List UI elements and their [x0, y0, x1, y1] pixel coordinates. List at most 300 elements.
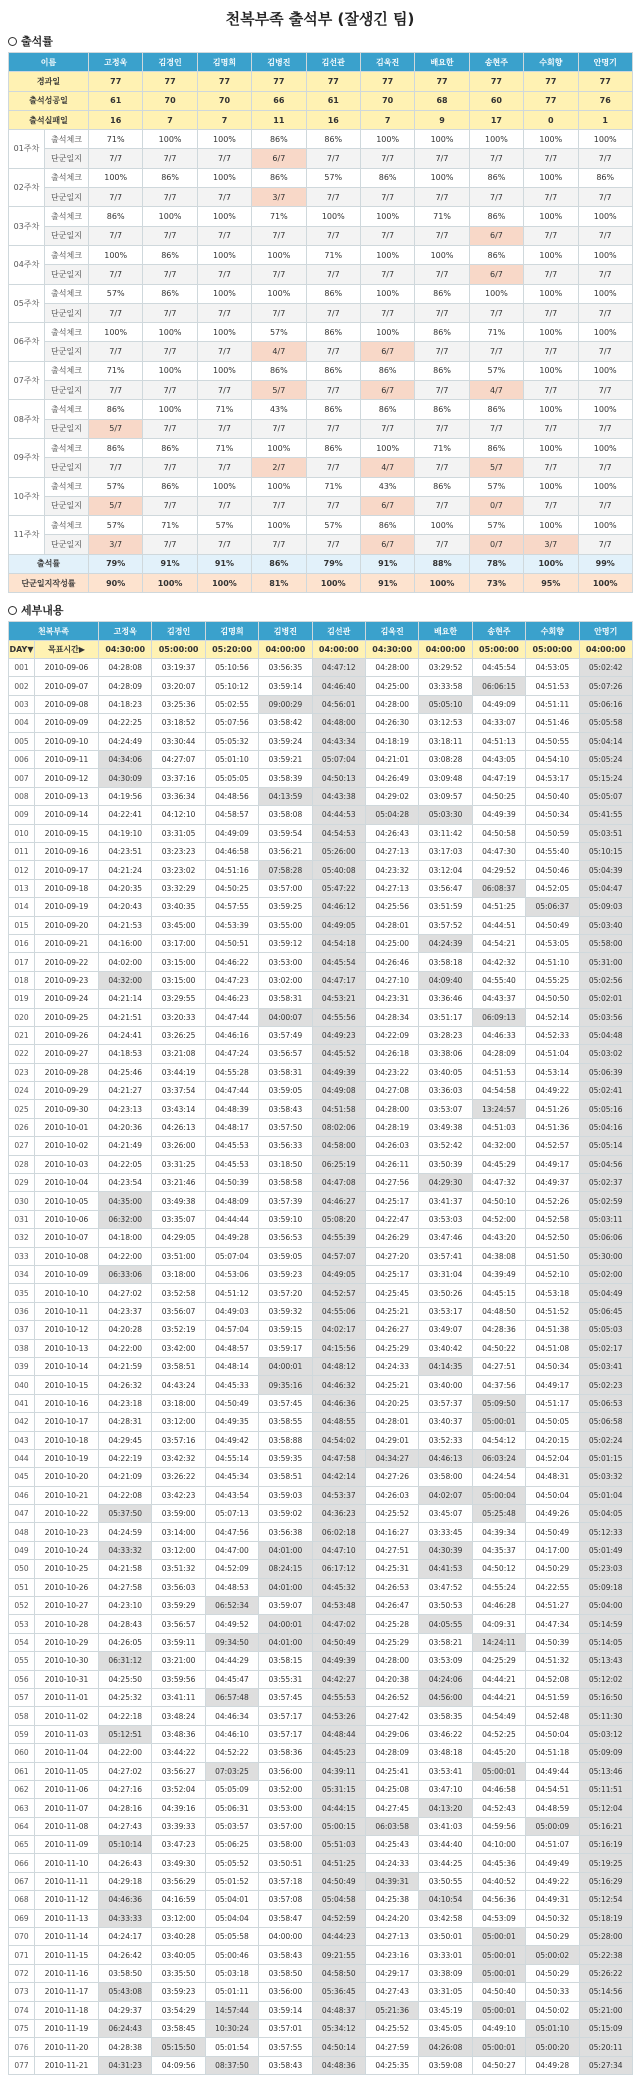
wake-time: 04:39:11: [312, 1762, 365, 1780]
check-value: 86%: [306, 284, 360, 303]
wake-time: 03:57:45: [259, 1688, 312, 1706]
wake-time: 04:54:53: [312, 824, 365, 842]
check-value: 100%: [578, 323, 632, 342]
summary-value: 77: [415, 72, 469, 91]
detail-header-row: [9, 622, 633, 640]
wake-time: 04:20:43: [99, 898, 152, 916]
day-number: 077: [9, 2056, 35, 2074]
member-header: 송현주: [472, 622, 525, 640]
wake-time: 03:41:11: [152, 1688, 205, 1706]
diary-value: 7/7: [197, 342, 251, 361]
day-date: 2010-10-26: [35, 1578, 99, 1596]
summary-value: 17: [469, 110, 523, 129]
wake-time: 04:49:39: [312, 1652, 365, 1670]
wake-time: 04:25:35: [365, 2056, 418, 2074]
wake-time: 03:43:14: [152, 1100, 205, 1118]
week-label: 10주차: [9, 477, 45, 516]
week-check-row: [9, 516, 633, 535]
wake-time: 03:47:46: [419, 1229, 472, 1247]
day-number: 071: [9, 1946, 35, 1964]
wake-time: 05:04:39: [579, 861, 632, 879]
wake-time: 04:24:59: [99, 1523, 152, 1541]
check-value: 100%: [360, 323, 414, 342]
wake-time: 04:52:05: [526, 879, 579, 897]
diary-value: 7/7: [143, 496, 197, 515]
day-number: 005: [9, 732, 35, 750]
diary-value: 7/7: [306, 226, 360, 245]
day-number: 065: [9, 1836, 35, 1854]
day-number: 075: [9, 2020, 35, 2038]
wake-time: 04:48:59: [526, 1799, 579, 1817]
check-value: 86%: [89, 207, 143, 226]
wake-time: 04:48:39: [205, 1100, 258, 1118]
footer-value: 99%: [578, 554, 632, 573]
wake-time: 05:20:11: [579, 2038, 632, 2056]
wake-time: 05:10:15: [579, 843, 632, 861]
wake-time: 05:31:15: [312, 1780, 365, 1798]
day-number: 054: [9, 1633, 35, 1651]
wake-time: 04:24:49: [99, 732, 152, 750]
wake-time: 04:26:08: [419, 2038, 472, 2056]
wake-time: 04:50:29: [526, 1928, 579, 1946]
day-date: 2010-10-27: [35, 1597, 99, 1615]
wake-time: 04:13:20: [419, 1799, 472, 1817]
day-row: [9, 1229, 633, 1247]
week-check-row: [9, 477, 633, 496]
wake-time: 04:22:19: [99, 1449, 152, 1467]
wake-time: 04:28:09: [472, 1045, 525, 1063]
wake-time: 04:28:00: [365, 1652, 418, 1670]
wake-time: 03:45:19: [419, 2001, 472, 2019]
wake-time: 04:44:15: [312, 1799, 365, 1817]
diary-value: 5/7: [469, 458, 523, 477]
diary-value: 7/7: [252, 496, 306, 515]
wake-time: 04:50:12: [472, 1560, 525, 1578]
wake-time: 04:26:53: [365, 1578, 418, 1596]
check-value: 71%: [306, 477, 360, 496]
wake-time: 03:59:15: [259, 1321, 312, 1339]
check-value: 100%: [360, 130, 414, 149]
wake-time: 05:15:09: [579, 2020, 632, 2038]
wake-time: 04:48:56: [205, 787, 258, 805]
wake-time: 04:52:08: [526, 1670, 579, 1688]
day-row: [9, 1652, 633, 1670]
wake-time: 04:29:45: [99, 1431, 152, 1449]
day-number: 012: [9, 861, 35, 879]
day-date: 2010-10-28: [35, 1615, 99, 1633]
day-row: [9, 806, 633, 824]
day-number: 031: [9, 1210, 35, 1228]
day-number: 073: [9, 1983, 35, 2001]
day-date: 2010-09-10: [35, 732, 99, 750]
wake-time: 05:03:56: [579, 1008, 632, 1026]
day-date: 2010-10-24: [35, 1541, 99, 1559]
wake-time: 04:52:43: [472, 1799, 525, 1817]
wake-time: 04:46:28: [472, 1597, 525, 1615]
wake-time: 04:22:18: [99, 1707, 152, 1725]
day-number: 072: [9, 1964, 35, 1982]
check-value: 100%: [578, 284, 632, 303]
diary-value: 7/7: [524, 458, 578, 477]
wake-time: 04:26:03: [365, 1137, 418, 1155]
wake-time: 04:28:31: [99, 1413, 152, 1431]
wake-time: 03:47:23: [152, 1836, 205, 1854]
day-date: 2010-10-20: [35, 1468, 99, 1486]
day-date: 2010-11-10: [35, 1854, 99, 1872]
day-number: 026: [9, 1118, 35, 1136]
wake-time: 04:45:53: [205, 1137, 258, 1155]
wake-time: 05:18:19: [579, 1909, 632, 1927]
wake-time: 04:53:48: [312, 1597, 365, 1615]
wake-time: 04:28:09: [99, 677, 152, 695]
diary-value: 7/7: [524, 381, 578, 400]
wake-time: 06:57:48: [205, 1688, 258, 1706]
day-date: 2010-10-21: [35, 1486, 99, 1504]
wake-time: 04:49:09: [205, 824, 258, 842]
day-number: 021: [9, 1026, 35, 1044]
diary-value: 7/7: [578, 303, 632, 322]
check-label: 출석체크: [45, 284, 89, 303]
wake-time: 04:27:13: [365, 879, 418, 897]
wake-time: 05:03:02: [579, 1045, 632, 1063]
wake-time: 03:56:57: [152, 1615, 205, 1633]
wake-time: 04:50:22: [472, 1339, 525, 1357]
wake-time: 05:07:13: [205, 1505, 258, 1523]
wake-time: 05:00:15: [312, 1817, 365, 1835]
wake-time: 04:51:53: [526, 677, 579, 695]
diary-value: 7/7: [578, 496, 632, 515]
wake-time: 03:33:01: [419, 1946, 472, 1964]
wake-time: 04:26:18: [365, 1045, 418, 1063]
day-row: [9, 1431, 633, 1449]
wake-time: 04:52:57: [312, 1284, 365, 1302]
wake-time: 04:48:31: [526, 1468, 579, 1486]
wake-time: 03:58:36: [259, 1744, 312, 1762]
wake-time: 04:23:18: [99, 1394, 152, 1412]
wake-time: 04:23:37: [99, 1302, 152, 1320]
diary-value: 7/7: [578, 381, 632, 400]
check-value: 100%: [524, 130, 578, 149]
wake-time: 04:13:59: [259, 787, 312, 805]
footer-value: 91%: [360, 554, 414, 573]
wake-time: 06:33:06: [99, 1265, 152, 1283]
wake-time: 05:00:04: [472, 1486, 525, 1504]
diary-value: 6/7: [252, 149, 306, 168]
check-value: 57%: [89, 477, 143, 496]
wake-time: 05:05:58: [205, 1928, 258, 1946]
check-value: 86%: [415, 361, 469, 380]
wake-time: 03:40:05: [152, 1946, 205, 1964]
diary-value: 7/7: [143, 381, 197, 400]
diary-value: 7/7: [89, 226, 143, 245]
wake-time: 04:51:04: [526, 1045, 579, 1063]
diary-value: 7/7: [578, 265, 632, 284]
wake-time: 03:25:36: [152, 695, 205, 713]
member-header: 배요한: [415, 53, 469, 72]
diary-value: 7/7: [143, 419, 197, 438]
member-header: 배요한: [419, 622, 472, 640]
check-value: 71%: [89, 361, 143, 380]
day-date: 2010-09-13: [35, 787, 99, 805]
diary-value: 7/7: [306, 419, 360, 438]
diary-value: 7/7: [306, 303, 360, 322]
wake-time: 04:25:08: [365, 1780, 418, 1798]
day-row: [9, 1192, 633, 1210]
check-label: 출석체크: [45, 400, 89, 419]
wake-time: 04:25:43: [365, 1836, 418, 1854]
wake-time: 04:22:09: [365, 1026, 418, 1044]
wake-time: 04:50:49: [205, 1394, 258, 1412]
wake-time: 04:36:23: [312, 1505, 365, 1523]
wake-time: 05:04:47: [579, 879, 632, 897]
check-value: 86%: [469, 245, 523, 264]
wake-time: 04:21:49: [99, 1137, 152, 1155]
wake-time: 05:10:14: [99, 1836, 152, 1854]
check-value: 100%: [143, 323, 197, 342]
goal-time-row: [9, 640, 633, 658]
week-diary-row: [9, 496, 633, 515]
wake-time: 05:16:19: [579, 1836, 632, 1854]
wake-time: 03:52:19: [152, 1321, 205, 1339]
check-value: 100%: [360, 438, 414, 457]
wake-time: 04:26:29: [365, 1229, 418, 1247]
wake-time: 04:57:04: [205, 1321, 258, 1339]
wake-time: 04:49:17: [526, 1155, 579, 1173]
wake-time: 05:15:50: [152, 2038, 205, 2056]
wake-time: 03:56:33: [259, 1137, 312, 1155]
day-date: 2010-11-05: [35, 1762, 99, 1780]
day-number: 009: [9, 806, 35, 824]
diary-value: 7/7: [578, 149, 632, 168]
day-sort-button[interactable]: DAY▼: [9, 640, 35, 658]
wake-time: 04:47:34: [526, 1615, 579, 1633]
wake-time: 03:50:55: [419, 1872, 472, 1890]
wake-time: 04:18:19: [365, 732, 418, 750]
diary-value: 7/7: [578, 226, 632, 245]
wake-time: 05:23:03: [579, 1560, 632, 1578]
wake-time: 04:28:08: [99, 659, 152, 677]
wake-time: 04:20:28: [99, 1321, 152, 1339]
check-value: 86%: [143, 438, 197, 457]
wake-time: 03:59:29: [152, 1597, 205, 1615]
day-date: 2010-09-14: [35, 806, 99, 824]
wake-time: 05:00:01: [472, 2038, 525, 2056]
footer-value: 100%: [197, 574, 251, 593]
wake-time: 03:59:56: [152, 1670, 205, 1688]
wake-time: 05:07:26: [579, 677, 632, 695]
wake-time: 03:40:00: [419, 1376, 472, 1394]
diary-label: 단군일지: [45, 303, 89, 322]
summary-value: 77: [524, 91, 578, 110]
day-number: 064: [9, 1817, 35, 1835]
wake-time: 03:56:53: [259, 1229, 312, 1247]
wake-time: 04:50:40: [526, 787, 579, 805]
member-header: 김병진: [259, 622, 312, 640]
wake-time: 03:59:00: [152, 1505, 205, 1523]
diary-value: 7/7: [252, 265, 306, 284]
wake-time: 04:49:08: [312, 1082, 365, 1100]
day-row: [9, 1100, 633, 1118]
wake-time: 04:27:26: [365, 1468, 418, 1486]
wake-time: 03:57:08: [259, 1891, 312, 1909]
wake-time: 05:06:39: [579, 1063, 632, 1081]
summary-label: 출석성공일: [9, 91, 89, 110]
wake-time: 03:17:03: [419, 843, 472, 861]
wake-time: 04:23:51: [99, 843, 152, 861]
wake-time: 03:57:00: [259, 879, 312, 897]
day-date: 2010-11-06: [35, 1780, 99, 1798]
wake-time: 04:48:14: [205, 1357, 258, 1375]
wake-time: 04:45:20: [472, 1744, 525, 1762]
wake-time: 05:05:32: [205, 732, 258, 750]
day-row: [9, 787, 633, 805]
diary-value: 7/7: [306, 458, 360, 477]
wake-time: 04:27:16: [99, 1780, 152, 1798]
day-row: [9, 714, 633, 732]
week-check-row: [9, 361, 633, 380]
wake-time: 04:37:56: [472, 1376, 525, 1394]
check-value: 86%: [415, 400, 469, 419]
day-row: [9, 934, 633, 952]
wake-time: 03:57:41: [419, 1247, 472, 1265]
day-date: 2010-10-12: [35, 1321, 99, 1339]
check-value: 57%: [89, 516, 143, 535]
wake-time: 04:34:06: [99, 751, 152, 769]
diary-value: 7/7: [415, 226, 469, 245]
wake-time: 05:01:11: [205, 1983, 258, 2001]
day-row: [9, 879, 633, 897]
wake-time: 06:32:00: [99, 1210, 152, 1228]
wake-time: 04:49:05: [312, 916, 365, 934]
day-date: 2010-10-06: [35, 1210, 99, 1228]
check-value: 86%: [360, 516, 414, 535]
wake-time: 04:28:19: [365, 1118, 418, 1136]
wake-time: 04:29:18: [99, 1872, 152, 1890]
wake-time: 03:40:28: [152, 1928, 205, 1946]
day-number: 018: [9, 971, 35, 989]
diary-value: 7/7: [469, 188, 523, 207]
day-row: [9, 916, 633, 934]
wake-time: 04:29:52: [472, 861, 525, 879]
attendance-rate-table: [8, 52, 633, 593]
wake-time: 04:46:16: [205, 1026, 258, 1044]
wake-time: 03:58:00: [419, 1468, 472, 1486]
wake-time: 04:48:57: [205, 1339, 258, 1357]
check-value: 100%: [578, 130, 632, 149]
day-row: [9, 1909, 633, 1927]
week-diary-row: [9, 265, 633, 284]
wake-time: 04:47:08: [312, 1174, 365, 1192]
diary-value: 7/7: [415, 188, 469, 207]
check-value: 86%: [415, 477, 469, 496]
wake-time: 05:05:14: [579, 1137, 632, 1155]
day-number: 067: [9, 1872, 35, 1890]
day-number: 033: [9, 1247, 35, 1265]
wake-time: 04:28:36: [472, 1321, 525, 1339]
wake-time: 04:25:45: [365, 1284, 418, 1302]
wake-time: 05:06:31: [205, 1799, 258, 1817]
wake-time: 03:53:07: [419, 1100, 472, 1118]
wake-time: 04:48:37: [312, 2001, 365, 2019]
wake-time: 04:50:58: [472, 824, 525, 842]
wake-time: 03:53:03: [419, 1210, 472, 1228]
diary-value: 7/7: [197, 149, 251, 168]
week-check-row: [9, 168, 633, 187]
check-value: 86%: [469, 207, 523, 226]
wake-time: 04:50:50: [526, 990, 579, 1008]
wake-time: 04:52:10: [526, 1265, 579, 1283]
goal-time: 05:20:00: [205, 640, 258, 658]
wake-time: 04:24:33: [365, 1357, 418, 1375]
check-value: 86%: [306, 361, 360, 380]
wake-time: 05:21:36: [365, 2001, 418, 2019]
check-value: 100%: [524, 400, 578, 419]
wake-time: 03:28:23: [419, 1026, 472, 1044]
wake-time: 03:39:33: [152, 1817, 205, 1835]
diary-value: 4/7: [360, 458, 414, 477]
day-row: [9, 1137, 633, 1155]
wake-time: 04:31:23: [99, 2056, 152, 2074]
day-number: 008: [9, 787, 35, 805]
wake-time: 04:01:00: [259, 1633, 312, 1651]
wake-time: 04:24:33: [365, 1854, 418, 1872]
wake-time: 04:15:56: [312, 1339, 365, 1357]
wake-time: 04:52:50: [526, 1229, 579, 1247]
wake-time: 03:15:00: [152, 953, 205, 971]
diary-label: 단군일지: [45, 226, 89, 245]
diary-value: 7/7: [89, 265, 143, 284]
wake-time: 04:59:56: [472, 1817, 525, 1835]
wake-time: 03:15:00: [152, 971, 205, 989]
wake-time: 05:00:01: [472, 1762, 525, 1780]
check-value: 86%: [469, 168, 523, 187]
wake-time: 04:45:33: [205, 1376, 258, 1394]
day-date: 2010-11-15: [35, 1946, 99, 1964]
wake-time: 03:09:48: [419, 769, 472, 787]
wake-time: 04:22:00: [99, 1744, 152, 1762]
wake-time: 05:12:02: [579, 1670, 632, 1688]
goal-time: 04:00:00: [419, 640, 472, 658]
wake-time: 04:09:56: [152, 2056, 205, 2074]
wake-time: 04:18:00: [99, 1229, 152, 1247]
diary-value: 7/7: [524, 303, 578, 322]
wake-time: 08:24:15: [259, 1560, 312, 1578]
diary-value: 6/7: [360, 535, 414, 554]
wake-time: 05:03:40: [579, 916, 632, 934]
day-row: [9, 861, 633, 879]
day-number: 019: [9, 990, 35, 1008]
wake-time: 05:41:55: [579, 806, 632, 824]
wake-time: 04:51:08: [526, 1339, 579, 1357]
day-date: 2010-11-01: [35, 1688, 99, 1706]
wake-time: 05:09:18: [579, 1578, 632, 1596]
day-date: 2010-09-15: [35, 824, 99, 842]
day-row: [9, 1541, 633, 1559]
check-value: 86%: [360, 400, 414, 419]
wake-time: 03:58:18: [419, 953, 472, 971]
wake-time: 06:24:43: [99, 2020, 152, 2038]
wake-time: 04:27:02: [99, 1762, 152, 1780]
diary-value: 7/7: [415, 342, 469, 361]
wake-time: 03:55:00: [259, 916, 312, 934]
wake-time: 05:10:12: [205, 677, 258, 695]
wake-time: 04:50:02: [526, 2001, 579, 2019]
day-date: 2010-09-19: [35, 898, 99, 916]
summary-value: 70: [360, 91, 414, 110]
diary-value: 0/7: [469, 496, 523, 515]
day-row: [9, 1247, 633, 1265]
wake-time: 03:58:39: [259, 769, 312, 787]
